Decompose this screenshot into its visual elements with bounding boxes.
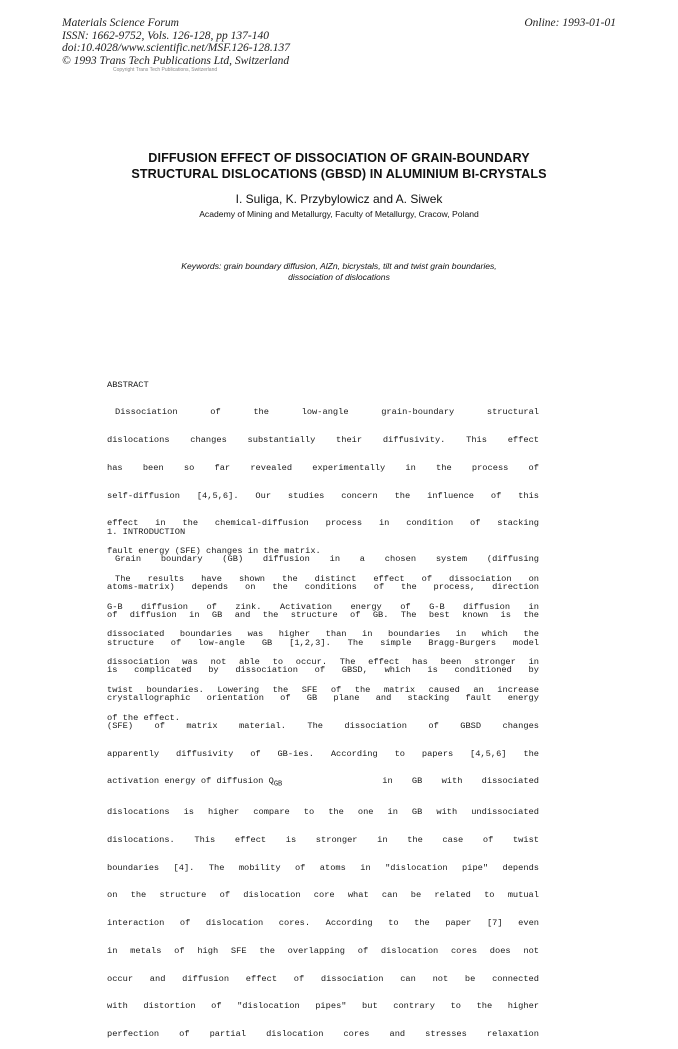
abstract-line: effect in the chemical-diffusion process in condition of stacking bbox=[107, 518, 539, 529]
online-date: Online: 1993-01-01 bbox=[524, 17, 616, 29]
intro-line: interaction of dislocation cores. According to the paper [7] even bbox=[107, 918, 539, 928]
intro-line: atoms-matrix) depends on the conditions of the process, direction bbox=[107, 582, 539, 592]
intro-line: dislocations. This effect is stronger in the case of twist bbox=[107, 834, 539, 845]
intro-line-text: activation energy of diffusion Q bbox=[107, 776, 274, 787]
intro-line: structure of low-angle GB [1,2,3]. The simple Bragg-Burgers model bbox=[107, 637, 539, 648]
abstract-line: has been so far revealed experimentally in the process of bbox=[107, 462, 539, 473]
abstract-line: twist boundaries. Lowering the SFE of the matrix caused an increase bbox=[107, 684, 539, 695]
affiliation: Academy of Mining and Metallurgy, Faculty of Metallurgy, Cracow, Poland bbox=[199, 209, 479, 219]
intro-line: in metals of high SFE the overlapping of dislocation cores does not bbox=[107, 945, 539, 956]
paper-title bbox=[62, 150, 616, 182]
abstract-line: G-B diffusion of zink. Activation energy of G-B diffusion in bbox=[107, 601, 539, 612]
authors: I. Suliga, K. Przybylowicz and A. Siwek bbox=[235, 192, 443, 206]
intro-line: crystallographic orientation of GB plane and stacking fault energy bbox=[107, 693, 539, 703]
intro-line-q-rest: in GB with dissociated bbox=[382, 776, 539, 787]
intro-line: Grain boundary (GB) diffusion in a chosen system (diffusing bbox=[115, 554, 539, 565]
intro-line: with distortion of "dislocation pipes" but contrary to the higher bbox=[107, 1001, 539, 1012]
intro-line-with-subscript bbox=[107, 776, 539, 789]
intro-line: dislocations is higher compare to the one in GB with undissociated bbox=[107, 807, 539, 817]
copyright-line: © 1993 Trans Tech Publications Ltd, Switzerland bbox=[62, 54, 290, 67]
abstract-line: self-diffusion [4,5,6]. Our studies concern the influence of this bbox=[107, 490, 539, 501]
intro-line: apparently diffusivity of GB-ies. According to papers [4,5,6] the bbox=[107, 748, 539, 759]
issn-line: ISSN: 1662-9752, Vols. 126-128, pp 137-140 bbox=[62, 29, 269, 42]
intro-line: of diffusion in GB and the structure of GB. The best known is the bbox=[107, 609, 539, 620]
q-subscript: GB bbox=[273, 780, 283, 789]
intro-line: perfection of partial dislocation cores and stresses relaxation bbox=[107, 1029, 539, 1039]
abstract-line: fault energy (SFE) changes in the matrix. bbox=[107, 546, 321, 556]
faint-copyright: Copyright Trans Tech Publications, Switzerland bbox=[113, 67, 218, 73]
intro-line: on the structure of dislocation core what can be related to mutual bbox=[107, 890, 539, 901]
title-line-2: STRUCTURAL DISLOCATIONS (GBSD) IN ALUMINIUM BI-CRYSTALS bbox=[131, 167, 547, 181]
abstract-line: dissociated boundaries was higher than in boundaries in which the bbox=[107, 629, 539, 640]
keywords-line-2: dissociation of dislocations bbox=[288, 271, 390, 282]
abstract-line: dislocations changes substantially their diffusivity. This effect bbox=[107, 435, 539, 445]
abstract-line: of the effect. bbox=[107, 712, 180, 723]
intro-line: (SFE) of matrix material. The dissociation of GBSD changes bbox=[107, 720, 539, 731]
abstract-line: Dissociation of the low-angle grain-boundary structural bbox=[115, 407, 539, 418]
intro-line: boundaries [4]. The mobility of atoms in "dislocation pipe" depends bbox=[107, 862, 539, 873]
abstract-line: dissociation was not able to occur. The effect has been stronger in bbox=[107, 657, 539, 667]
introduction-section bbox=[107, 509, 539, 1049]
title-line-1: DIFFUSION EFFECT OF DISSOCIATION OF GRAIN-BOUNDARY bbox=[148, 151, 530, 165]
intro-line: occur and diffusion effect of dissociation can not be connected bbox=[107, 973, 539, 984]
keywords bbox=[62, 261, 616, 282]
intro-line: is complicated by dissociation of GBSD, which is conditioned by bbox=[107, 665, 539, 676]
introduction-heading: 1. INTRODUCTION bbox=[107, 526, 186, 537]
doi-line: doi:10.4028/www.scientific.net/MSF.126-128.137 bbox=[62, 42, 290, 55]
journal-header bbox=[62, 17, 290, 67]
keywords-line-1: Keywords: grain boundary diffusion, AlZn, bicrystals, tilt and twist grain boundaries, bbox=[181, 261, 497, 271]
abstract-line: The results have shown the distinct effect of dissociation on bbox=[115, 573, 539, 584]
intro-line-q bbox=[107, 776, 283, 789]
abstract-heading: ABSTRACT bbox=[107, 379, 149, 390]
journal-name: Materials Science Forum bbox=[62, 17, 179, 29]
